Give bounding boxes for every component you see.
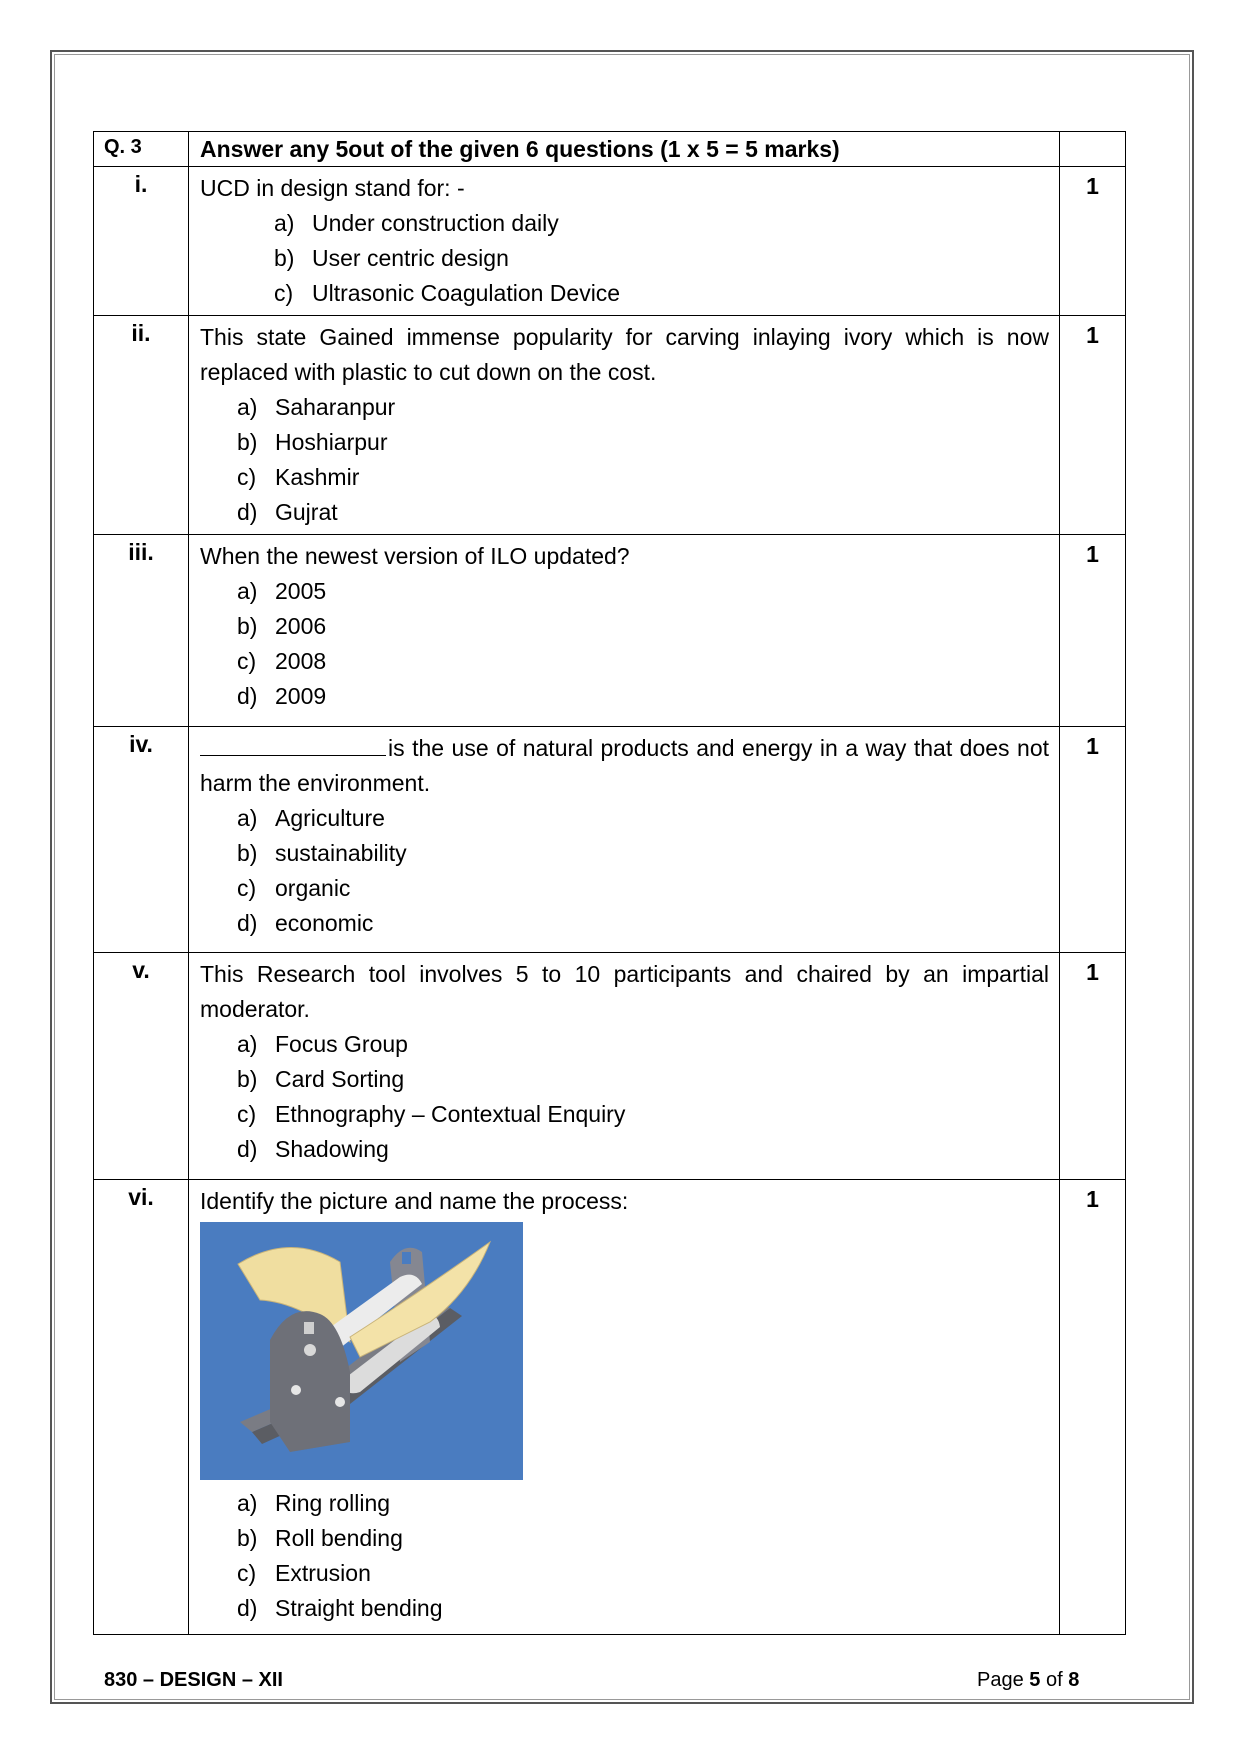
- question-number: vi.: [94, 1180, 189, 1635]
- question-cell: [189, 316, 1060, 535]
- question-group-instruction: Answer any 5out of the given 6 questions (1 x 5 = 5 marks): [189, 132, 1060, 167]
- question-marks: 1: [1060, 316, 1126, 535]
- question-cell: [189, 1180, 1060, 1635]
- question-marks: 1: [1060, 953, 1126, 1180]
- front-frame-slot: [304, 1322, 314, 1334]
- question-number: v.: [94, 953, 189, 1180]
- option: d) Shadowing: [237, 1136, 389, 1162]
- option: a) Agriculture: [237, 805, 385, 831]
- question-cell: [189, 727, 1060, 953]
- question-text: This state Gained immense popularity for carving inlaying ivory which is now replaced with plastic to cut down on the cost.: [200, 324, 1049, 385]
- question-number: iii.: [94, 535, 189, 727]
- option: a) Ring rolling: [237, 1490, 391, 1516]
- frame-bolt: [291, 1385, 301, 1395]
- question-marks: 1: [1060, 1180, 1126, 1635]
- frame-bolt: [335, 1397, 345, 1407]
- question-cell: [189, 535, 1060, 727]
- table-header-row: [94, 132, 1126, 167]
- option: c) Ultrasonic Coagulation Device: [274, 280, 621, 306]
- option: b) Hoshiarpur: [237, 429, 388, 455]
- back-frame-slot: [402, 1252, 411, 1264]
- option: c) 2008: [237, 648, 327, 674]
- option: b) Card Sorting: [237, 1066, 405, 1092]
- question-group-number: Q. 3: [94, 132, 189, 167]
- question-cell: [189, 167, 1060, 316]
- fill-in-blank: [200, 733, 386, 756]
- footer-subject-code: 830 – DESIGN – XII: [104, 1669, 283, 1691]
- table-row: [94, 953, 1126, 1180]
- question-marks: 1: [1060, 535, 1126, 727]
- question-table: [93, 131, 1126, 1635]
- option: d) 2009: [237, 683, 327, 709]
- question-text-wrapper: [200, 731, 1049, 801]
- question-number: ii.: [94, 316, 189, 535]
- question-text: This Research tool involves 5 to 10 participants and chaired by an impartial moderator.: [200, 961, 1049, 1022]
- option: c) Ethnography – Contextual Enquiry: [237, 1101, 626, 1127]
- option: d) Straight bending: [237, 1595, 443, 1621]
- option: a) Under construction daily: [274, 210, 559, 236]
- option: b) 2006: [237, 613, 327, 639]
- option: c) Kashmir: [237, 464, 360, 490]
- table-row: [94, 1180, 1126, 1635]
- option: c) Extrusion: [237, 1560, 371, 1586]
- option: a) 2005: [237, 578, 327, 604]
- question-number: iv.: [94, 727, 189, 953]
- question-marks: 1: [1060, 167, 1126, 316]
- question-marks: 1: [1060, 727, 1126, 953]
- question-cell: [189, 953, 1060, 1180]
- footer-page-number: Page 5 of 8: [977, 1669, 1080, 1691]
- table-row: [94, 727, 1126, 953]
- option: c) organic: [237, 875, 351, 901]
- question-text: Identify the picture and name the process:: [200, 1188, 629, 1214]
- question-text: is the use of natural products and energy in a way that does not harm the environment.: [200, 735, 1049, 796]
- option: d) economic: [237, 910, 374, 936]
- option: a) Saharanpur: [237, 394, 396, 420]
- option: d) Gujrat: [237, 499, 338, 525]
- question-text: When the newest version of ILO updated?: [200, 543, 630, 569]
- option: a) Focus Group: [237, 1031, 408, 1057]
- table-row: [94, 316, 1126, 535]
- option: b) sustainability: [237, 840, 407, 866]
- question-text: UCD in design stand for: -: [200, 175, 465, 201]
- option: b) User centric design: [274, 245, 509, 271]
- question-number: i.: [94, 167, 189, 316]
- frame-bolt: [304, 1344, 316, 1356]
- option: b) Roll bending: [237, 1525, 403, 1551]
- table-row: [94, 535, 1126, 727]
- header-marks-cell: [1060, 132, 1126, 167]
- table-row: [94, 167, 1126, 316]
- roll-bending-machine-image: [200, 1222, 523, 1480]
